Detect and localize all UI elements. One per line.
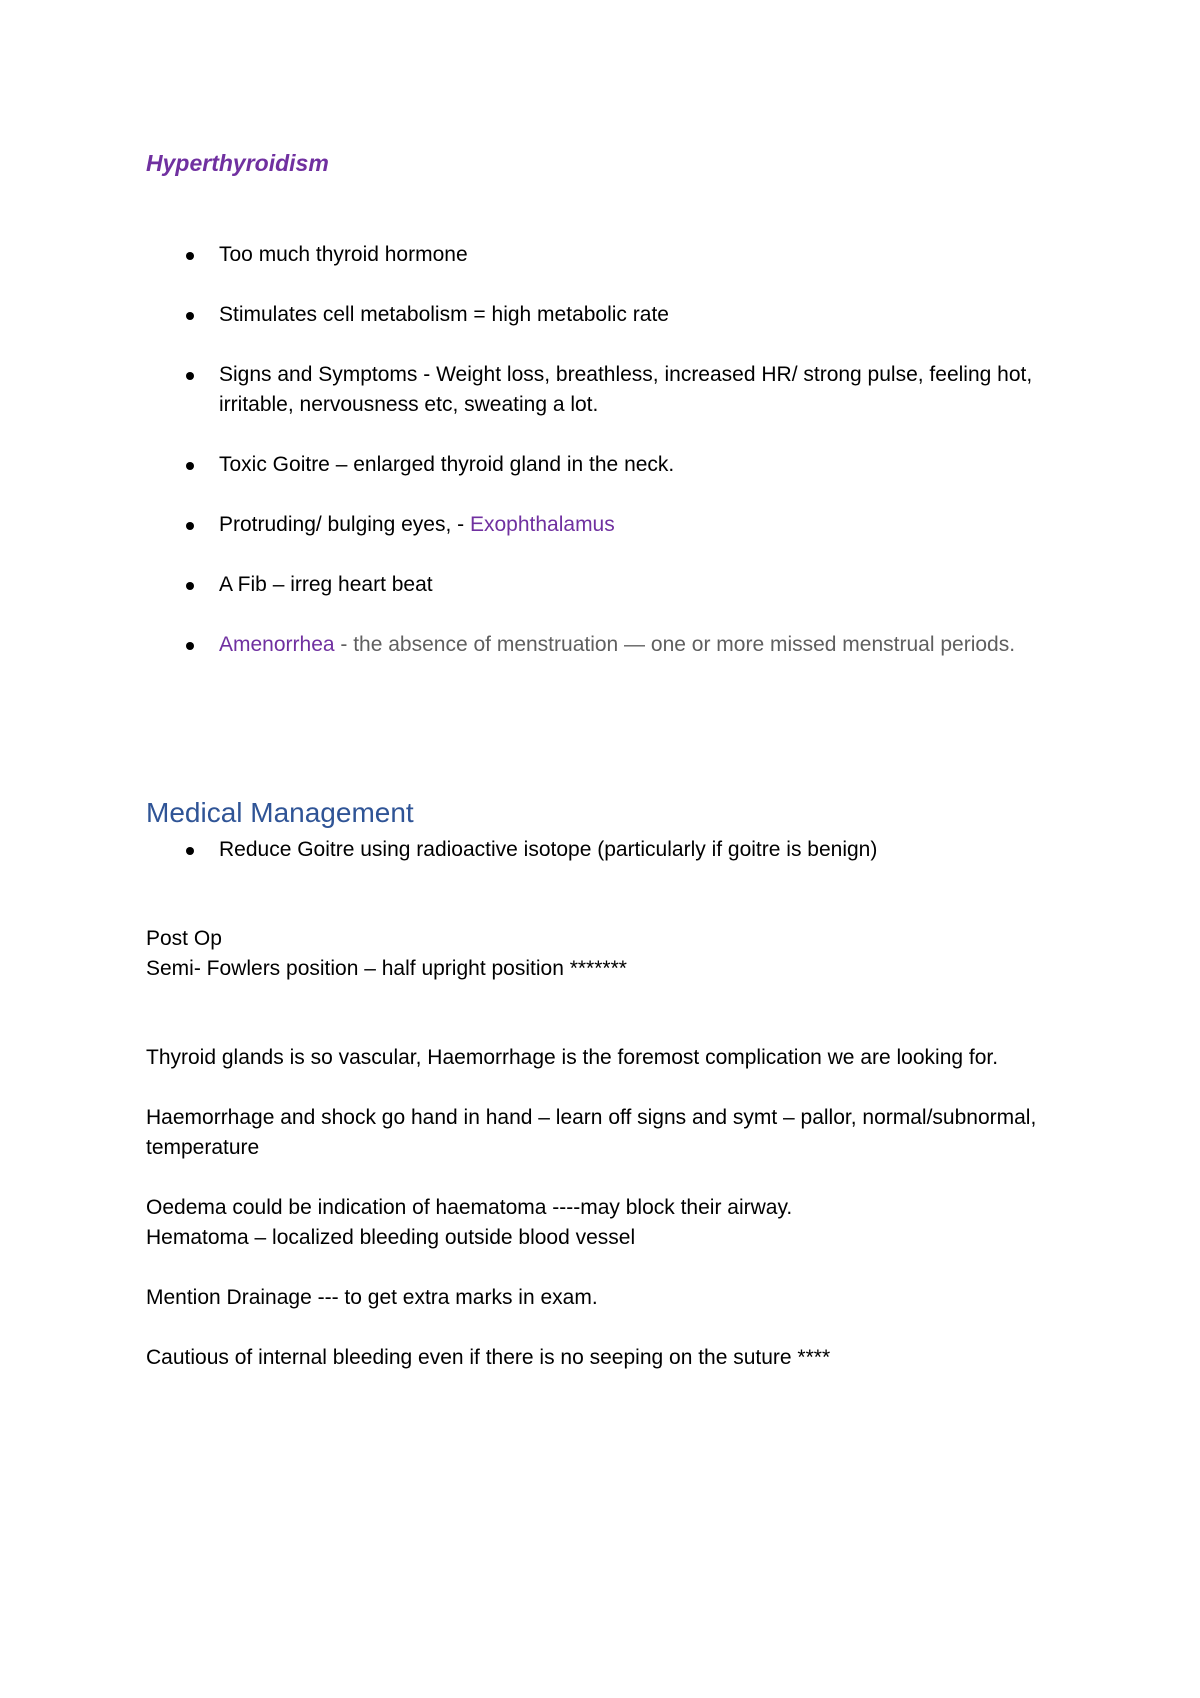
bullet-text: A Fib – irreg heart beat	[219, 573, 433, 596]
document-title: Hyperthyroidism	[146, 150, 329, 176]
bullet-text: Signs and Symptoms - Weight loss, breathless, increased HR/ strong pulse, feeling hot, irritable, nervousness etc, sweating a lot.	[219, 363, 1033, 416]
note-line: Haemorrhage and shock go hand in hand – learn off signs and symt – pallor, normal/subnormal, temperature	[146, 1106, 1037, 1159]
bullet-dot-icon	[186, 312, 194, 320]
list-item	[146, 570, 1046, 600]
note-line: Hematoma – localized bleeding outside blood vessel	[146, 1226, 636, 1249]
list-item	[146, 630, 1046, 660]
post-op-notes	[146, 924, 1076, 1373]
bullet-dot-icon	[186, 582, 194, 590]
list-item	[146, 450, 1046, 480]
bullet-text: Toxic Goitre – enlarged thyroid gland in the neck.	[219, 453, 675, 476]
note-line: Thyroid glands is so vascular, Haemorrhage is the foremost complication we are looking for.	[146, 1046, 999, 1069]
list-item	[146, 360, 1046, 420]
note-line: Oedema could be indication of haematoma ----may block their airway.	[146, 1196, 793, 1219]
bullet-text: Reduce Goitre using radioactive isotope (particularly if goitre is benign)	[219, 838, 878, 861]
highlight-term: Amenorrhea	[219, 633, 335, 656]
list-item	[146, 240, 1046, 270]
symptom-bullet-list	[146, 240, 1046, 690]
highlight-term: Exophthalamus	[469, 513, 615, 536]
bullet-dot-icon	[186, 847, 194, 855]
note-line: Mention Drainage --- to get extra marks in exam.	[146, 1286, 598, 1309]
bullet-dot-icon	[186, 522, 194, 530]
bullet-text: Too much thyroid hormone	[219, 243, 468, 266]
post-op-label: Post Op	[146, 927, 222, 950]
list-item	[146, 835, 1046, 865]
list-item	[146, 300, 1046, 330]
list-item	[146, 510, 1046, 540]
bullet-dot-icon	[186, 252, 194, 260]
bullet-dot-icon	[186, 642, 194, 650]
note-line: Cautious of internal bleeding even if there is no seeping on the suture ****	[146, 1346, 831, 1369]
note-line: Semi- Fowlers position – half upright position *******	[146, 957, 627, 980]
management-bullet-list	[146, 835, 1046, 865]
bullet-text: Stimulates cell metabolism = high metabolic rate	[219, 303, 669, 326]
bullet-dot-icon	[186, 462, 194, 470]
bullet-dot-icon	[186, 372, 194, 380]
section-heading: Medical Management	[146, 797, 414, 828]
bullet-text: Protruding/ bulging eyes, -	[219, 513, 470, 536]
definition-text: - the absence of menstruation — one or more missed menstrual periods.	[334, 633, 1016, 656]
